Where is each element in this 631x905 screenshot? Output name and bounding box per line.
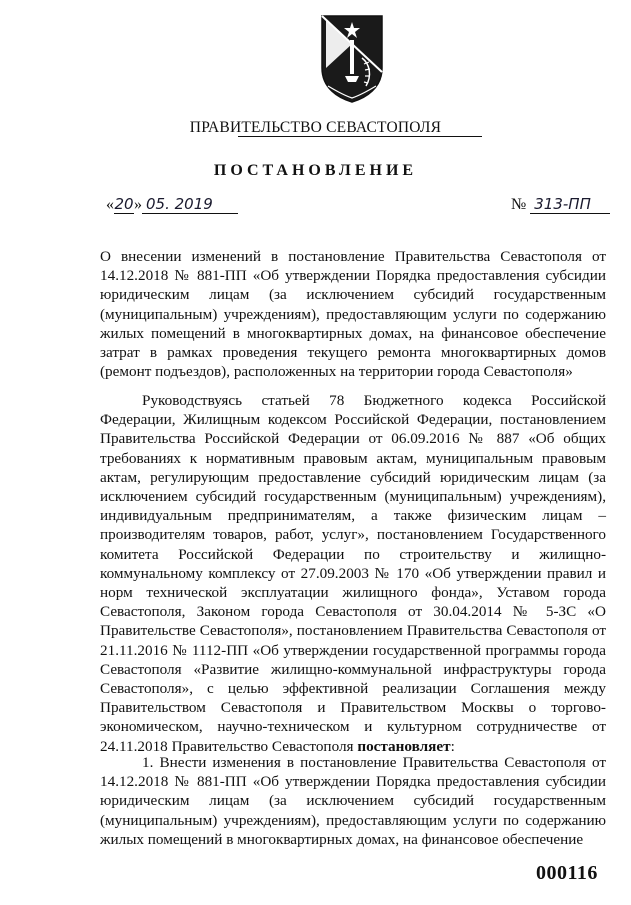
page-number: 000116 bbox=[536, 862, 598, 884]
document-number bbox=[511, 195, 610, 214]
date-quote-open: « bbox=[106, 196, 114, 213]
date-quote-close: » bbox=[134, 196, 142, 213]
clause-1-paragraph: 1. Внести изменения в постановление Правительства Севастополя от 14.12.2018 № 881-ПП «Об утверждении Порядка предоставления субсидии юридическим лицам (за исключением субсидий государственным (муниципальным) учреждениям), предоставляющим услуги по содержанию жилых помещений в многоквартирных домах, на финансовое обеспечение bbox=[100, 754, 606, 848]
sevastopol-coat-of-arms-icon bbox=[318, 12, 386, 104]
date-month-year: 05. 2019 bbox=[142, 195, 238, 214]
date-day: 20 bbox=[114, 195, 134, 213]
government-name: ПРАВИТЕЛЬСТВО СЕВАСТОПОЛЯ bbox=[189, 119, 442, 136]
document-subject: О внесении изменений в постановление Правительства Севастополя от 14.12.2018 № 881-ПП «Об утверждении Порядка предоставления субсидии юридическим лицам (за исключением субсидий государственным (муниципальным) учреждениям), предоставляющим услуги по содержанию жилых помещений в многоквартирных домах, на финансовое обеспечение затрат в рамках проведения текущего ремонта многоквартирных домов (ремонт подъездов), расположенных на территории города Севастополя» bbox=[100, 248, 606, 381]
number-value: 313-ПП bbox=[530, 195, 610, 214]
header-rule bbox=[238, 136, 482, 137]
document-type-title: ПОСТАНОВЛЕНИЕ bbox=[213, 162, 418, 179]
resolves-verb: постановляет bbox=[357, 737, 451, 755]
preamble-paragraph bbox=[100, 391, 606, 756]
number-prefix: № bbox=[511, 196, 527, 213]
document-date bbox=[106, 195, 238, 214]
preamble-text: Руководствуясь статьей 78 Бюджетного кодекса Российской Федерации, Жилищным кодексом Российской Федерации, постановлением Правительства Российской Федерации от 06.09.2016 № 887 «Об общих требованиях к нормативным правовым актам, муниципальным правовым актам, регулирующим предоставление субсидий юридическим лицам (за исключением субсидий государственным (муниципальным) учреждениям), индивидуальным предпринимателям, а также физическим лицам – производителям товаров, работ, услуг», постановлением Государственного комитета Российской Федерации по строительству и жилищно-коммунальному комплексу от 27.09.2003 № 170 «Об утверждении правил и норм технической эксплуатации жилищного фонда», Уставом города Севастополя, Законом города Севастополя от 30.04.2014 № 5-ЗС «О Правительстве Севастополя», постановлением Правительства Севастополя от 21.11.2016 № 1112-ПП «Об утверждении государственной программы города Севастополя «Развитие жилищно-коммунальной инфраструктуры города Севастополя», с целью эффективной реализации Соглашения между Правительством Севастополя и Правительством Москвы о торгово-экономическом, научно-техническом и культурном сотрудничестве от 24.11.2018 Правительство Севастополя bbox=[100, 392, 606, 755]
resolves-colon: : bbox=[450, 737, 455, 755]
